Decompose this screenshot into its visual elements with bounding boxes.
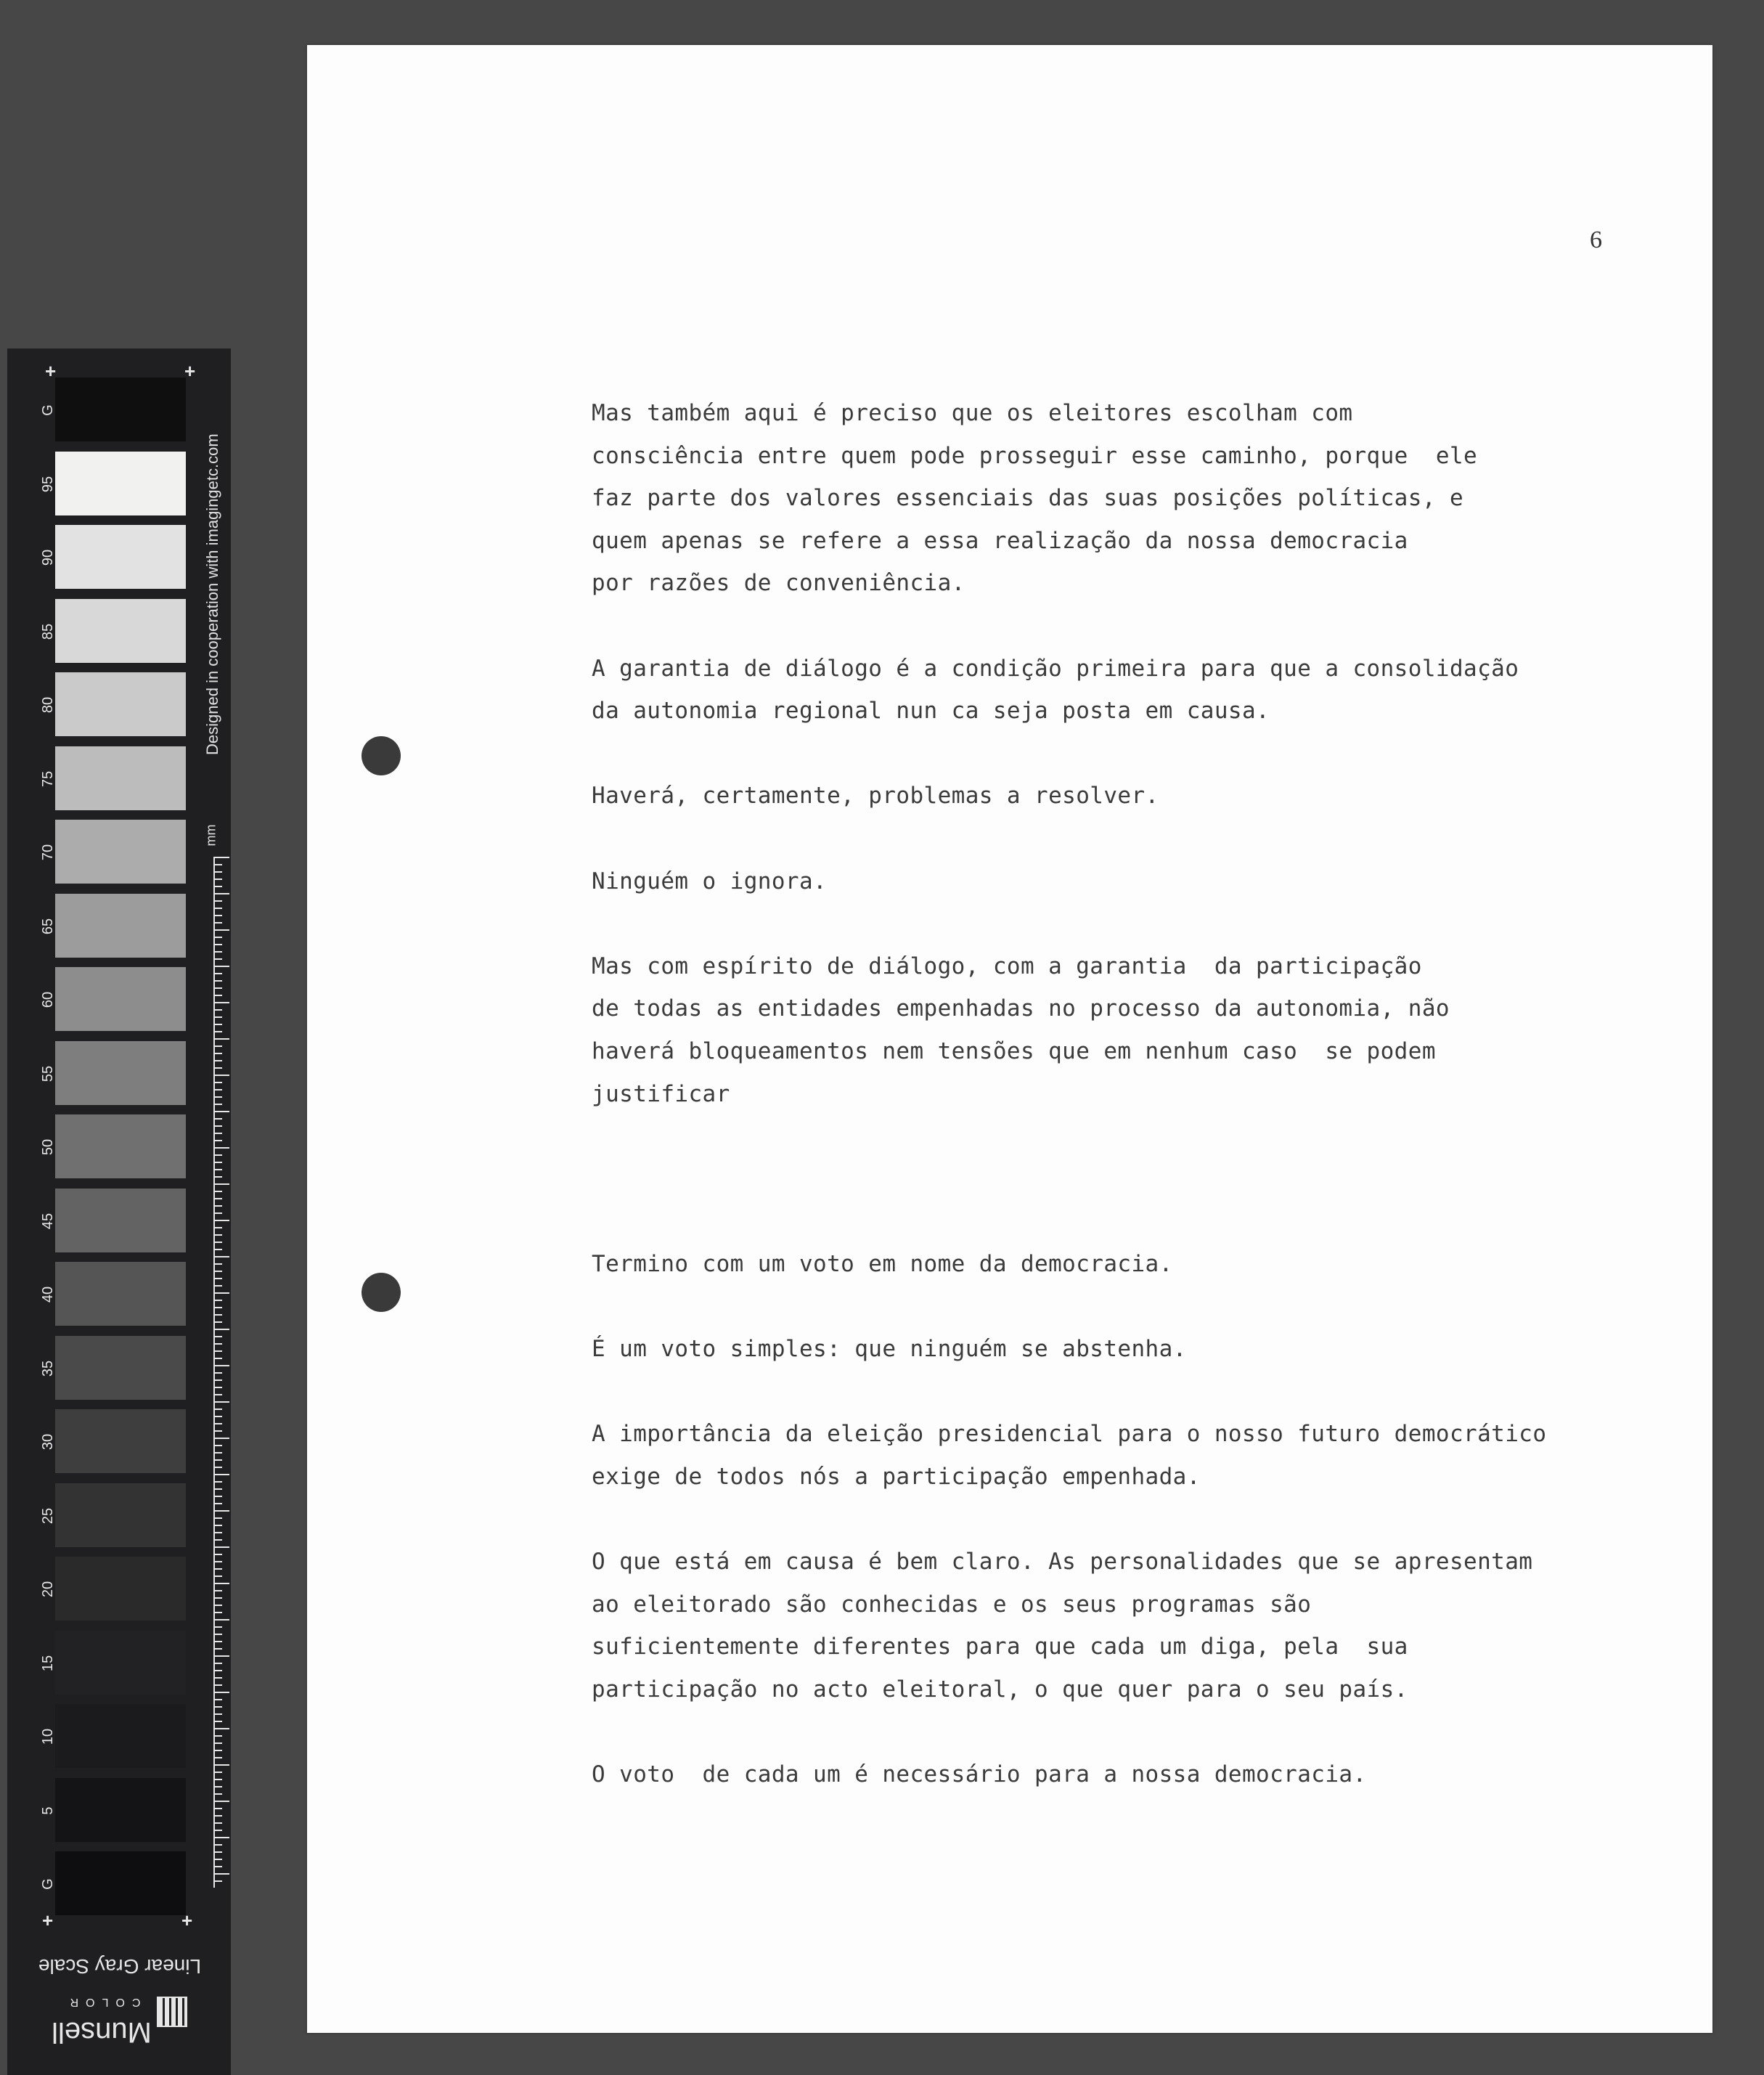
text-line: exige de todos nós a participação empenhada. (592, 1463, 1201, 1490)
gray-patch (55, 1041, 186, 1105)
credit-text: Designed in cooperation with imagingetc.com (203, 433, 221, 755)
text-line: Mas também aqui é preciso que os eleitores escolham com (592, 400, 1353, 426)
scale-label: 25 (40, 1507, 56, 1524)
scale-label: 40 (40, 1286, 56, 1303)
ruler-major-ticks (213, 857, 229, 1888)
paragraph (592, 648, 1608, 733)
text-line: de todas as entidades empenhadas no processo da autonomia, não (592, 995, 1450, 1022)
text-line: justificar (592, 1080, 730, 1107)
paragraph (592, 1753, 1608, 1796)
gray-patch (55, 746, 186, 810)
text-line: faz parte dos valores essenciais das suas posições políticas, e (592, 485, 1464, 512)
gray-patch (55, 1557, 186, 1621)
paragraph (592, 1243, 1608, 1286)
brand-subtitle: COLOR (62, 1996, 141, 2008)
paragraph (592, 1413, 1608, 1498)
gray-patch (55, 1336, 186, 1400)
text-line: participação no acto eleitoral, o que quer para o seu país. (592, 1676, 1408, 1703)
paragraph (592, 775, 1608, 818)
scale-label: 15 (40, 1655, 56, 1671)
gray-patch (55, 525, 186, 589)
gray-scale-card (7, 348, 231, 2075)
gray-patch (55, 1409, 186, 1473)
text-line: O que está em causa é bem claro. As personalidades que se apresentam (592, 1549, 1533, 1575)
ruler-unit-label: mm (203, 824, 219, 847)
gray-patch (55, 1114, 186, 1178)
scale-label: 75 (40, 770, 56, 787)
gray-patch (55, 894, 186, 958)
text-line: ao eleitorado são conhecidas e os seus programas são (592, 1591, 1312, 1618)
scale-label: 35 (40, 1360, 56, 1377)
text-line: por razões de conveniência. (592, 570, 965, 597)
registration-mark: + (181, 1909, 193, 1931)
text-line: quem apenas se refere a essa realização da nossa democracia (592, 527, 1408, 554)
text-line: A importância da eleição presidencial para o nosso futuro democrático (592, 1421, 1547, 1448)
page-number: 6 (1590, 227, 1602, 253)
registration-mark: + (184, 360, 196, 382)
scale-label: 90 (40, 549, 56, 566)
text-line: A garantia de diálogo é a condição primeira para que a consolidação (592, 655, 1519, 682)
gray-patch (55, 378, 186, 441)
munsell-logo-icon (157, 1997, 187, 2027)
gray-patch (55, 967, 186, 1031)
scale-label: 10 (40, 1728, 56, 1745)
registration-mark: + (42, 1909, 54, 1931)
text-line: consciência entre quem pode prosseguir esse caminho, porque ele (592, 442, 1478, 469)
gray-patch (55, 452, 186, 515)
text-line: suficientemente diferentes para que cada um diga, pela sua (592, 1634, 1408, 1660)
paragraph (592, 860, 1608, 903)
scale-label: 80 (40, 696, 56, 714)
paragraph (592, 1328, 1608, 1371)
gray-patch (55, 1483, 186, 1547)
paragraph (592, 392, 1608, 605)
scale-label: 85 (40, 623, 56, 640)
scale-label: 70 (40, 844, 56, 861)
text-line: Termino com um voto em nome da democracia. (592, 1250, 1173, 1277)
gray-patch (55, 1189, 186, 1252)
scale-label: 60 (40, 991, 56, 1008)
gray-patch (55, 820, 186, 884)
paragraph (592, 945, 1608, 1115)
text-line: Ninguém o ignora. (592, 868, 828, 894)
punch-hole (362, 736, 401, 775)
document-body (592, 392, 1608, 1796)
scale-title: Linear Gray Scale (38, 1955, 202, 1978)
scale-label: 55 (40, 1065, 56, 1082)
gray-patch (55, 1704, 186, 1768)
registration-mark: + (45, 360, 57, 382)
text-line: Mas com espírito de diálogo, com a garantia da participação (592, 953, 1422, 979)
gray-patch (55, 1262, 186, 1326)
text-line: Haverá, certamente, problemas a resolver. (592, 783, 1159, 810)
scale-label: 30 (40, 1433, 56, 1451)
scale-label: G (40, 404, 56, 416)
scale-label: 20 (40, 1581, 56, 1598)
scale-label: 50 (40, 1138, 56, 1156)
scale-label: 95 (40, 476, 56, 492)
gray-patch (55, 599, 186, 663)
scale-label: 65 (40, 918, 56, 934)
gray-patch (55, 1778, 186, 1842)
text-line: É um voto simples: que ninguém se abstenha. (592, 1336, 1187, 1363)
paragraph (592, 1541, 1608, 1711)
punch-hole (362, 1273, 401, 1312)
scale-label: 5 (40, 1806, 56, 1815)
text-line: O voto de cada um é necessário para a nossa democracia. (592, 1761, 1367, 1788)
text-line: da autonomia regional nun ca seja posta em causa. (592, 698, 1270, 725)
gray-patch (55, 1631, 186, 1695)
gray-patch (55, 1851, 186, 1915)
gray-patch (55, 672, 186, 736)
text-line: haverá bloqueamentos nem tensões que em nenhum caso se podem (592, 1038, 1436, 1064)
scale-label: G (40, 1878, 56, 1890)
scale-label: 45 (40, 1212, 56, 1229)
brand-name: Munsell (52, 2016, 152, 2048)
